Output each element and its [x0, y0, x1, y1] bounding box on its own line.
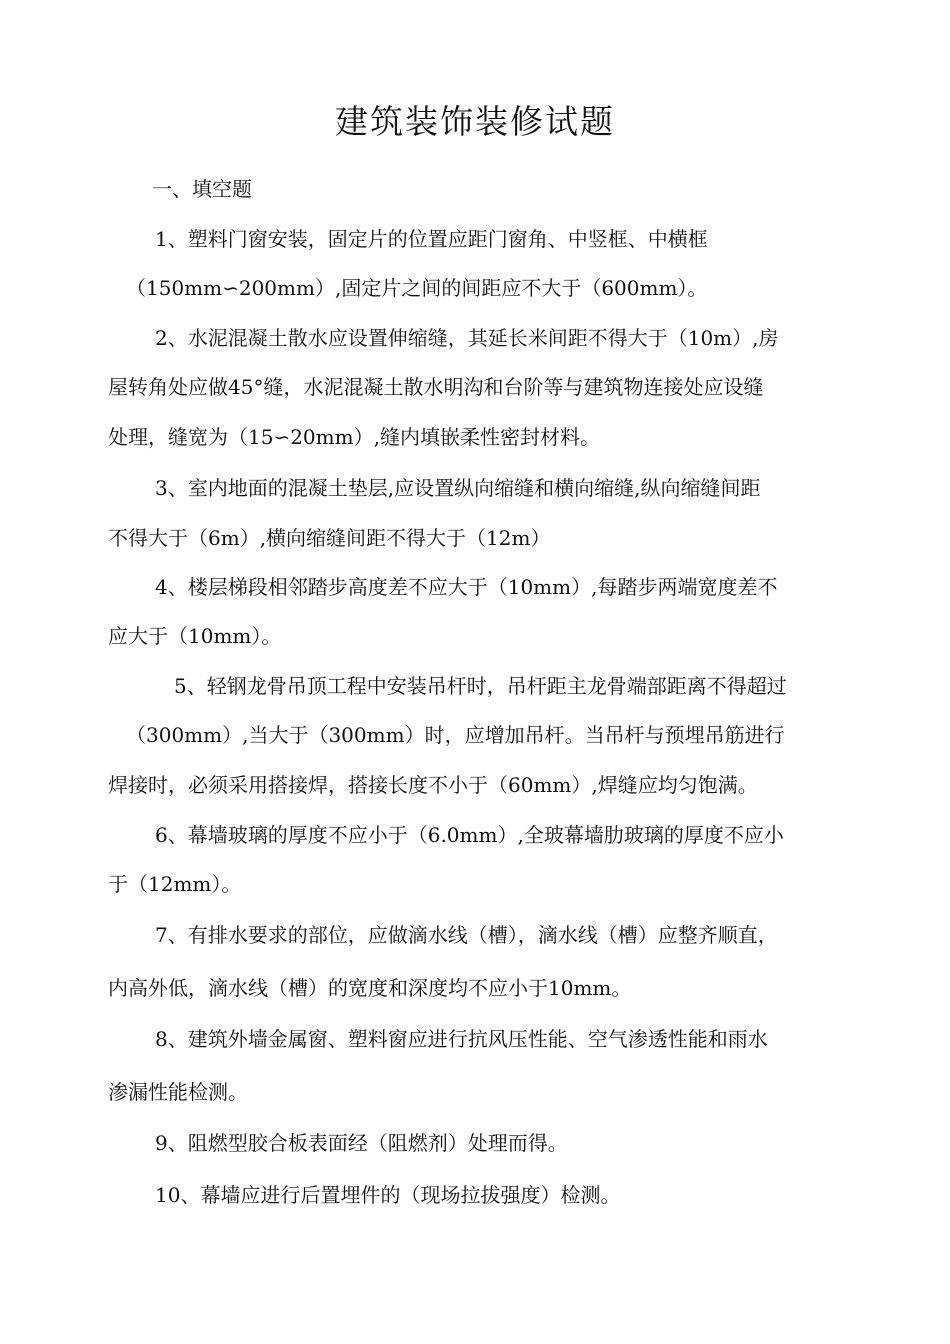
question-3-line-2: 不得大于（6m）,横向缩缝间距不得大于（12m） [108, 526, 551, 550]
question-1-line-2: （150mm∽200mm）,固定片之间的间距应不大于（600mm）。 [126, 276, 708, 300]
question-10-line-1: 10、幕墙应进行后置埋件的（现场拉拔强度）检测。 [155, 1183, 621, 1207]
question-1-line-1: 1、塑料门窗安装，固定片的位置应距门窗角、中竖框、中横框 [155, 227, 708, 251]
question-2-line-1: 2、水泥混凝土散水应设置伸缩缝，其延长米间距不得大于（10m）,房 [155, 326, 779, 350]
question-6-line-2: 于（12mm）。 [108, 872, 242, 896]
document-title: 建筑装饰装修试题 [335, 102, 615, 141]
question-4-line-2: 应大于（10mm）。 [108, 624, 282, 648]
question-7-line-1: 7、有排水要求的部位，应做滴水线（槽），滴水线（槽）应整齐顺直， [155, 923, 778, 947]
question-9-line-1: 9、阻燃型胶合板表面经（阻燃剂）处理而得。 [155, 1131, 568, 1155]
question-8-line-2: 渗漏性能检测。 [108, 1080, 248, 1104]
question-5-line-2: （300mm）,当大于（300mm）时，应增加吊杆。当吊杆与预埋吊筋进行 [126, 723, 785, 747]
question-2-line-3: 处理，缝宽为（15∽20mm）,缝内填嵌柔性密封材料。 [108, 425, 600, 449]
question-7-line-2: 内高外低，滴水线（槽）的宽度和深度均不应小于10mm。 [108, 976, 632, 1000]
question-5-line-1: 5、轻钢龙骨吊顶工程中安装吊杆时，吊杆距主龙骨端部距离不得超过 [174, 674, 787, 698]
question-8-line-1: 8、建筑外墙金属窗、塑料窗应进行抗风压性能、空气渗透性能和雨水 [155, 1027, 768, 1051]
question-6-line-1: 6、幕墙玻璃的厚度不应小于（6.0mm）,全玻幕墙肋玻璃的厚度不应小 [155, 823, 784, 847]
question-3-line-1: 3、室内地面的混凝土垫层,应设置纵向缩缝和横向缩缝,纵向缩缝间距 [155, 476, 761, 500]
question-4-line-1: 4、楼层梯段相邻踏步高度差不应大于（10mm）,每踏步两端宽度差不 [155, 575, 778, 599]
question-5-line-3: 焊接时，必须采用搭接焊，搭接长度不小于（60mm）,焊缝应均匀饱满。 [108, 773, 758, 797]
question-2-line-2: 屋转角处应做45°缝，水泥混凝土散水明沟和台阶等与建筑物连接处应设缝 [108, 375, 764, 399]
section-heading: 一、填空题 [152, 177, 252, 201]
